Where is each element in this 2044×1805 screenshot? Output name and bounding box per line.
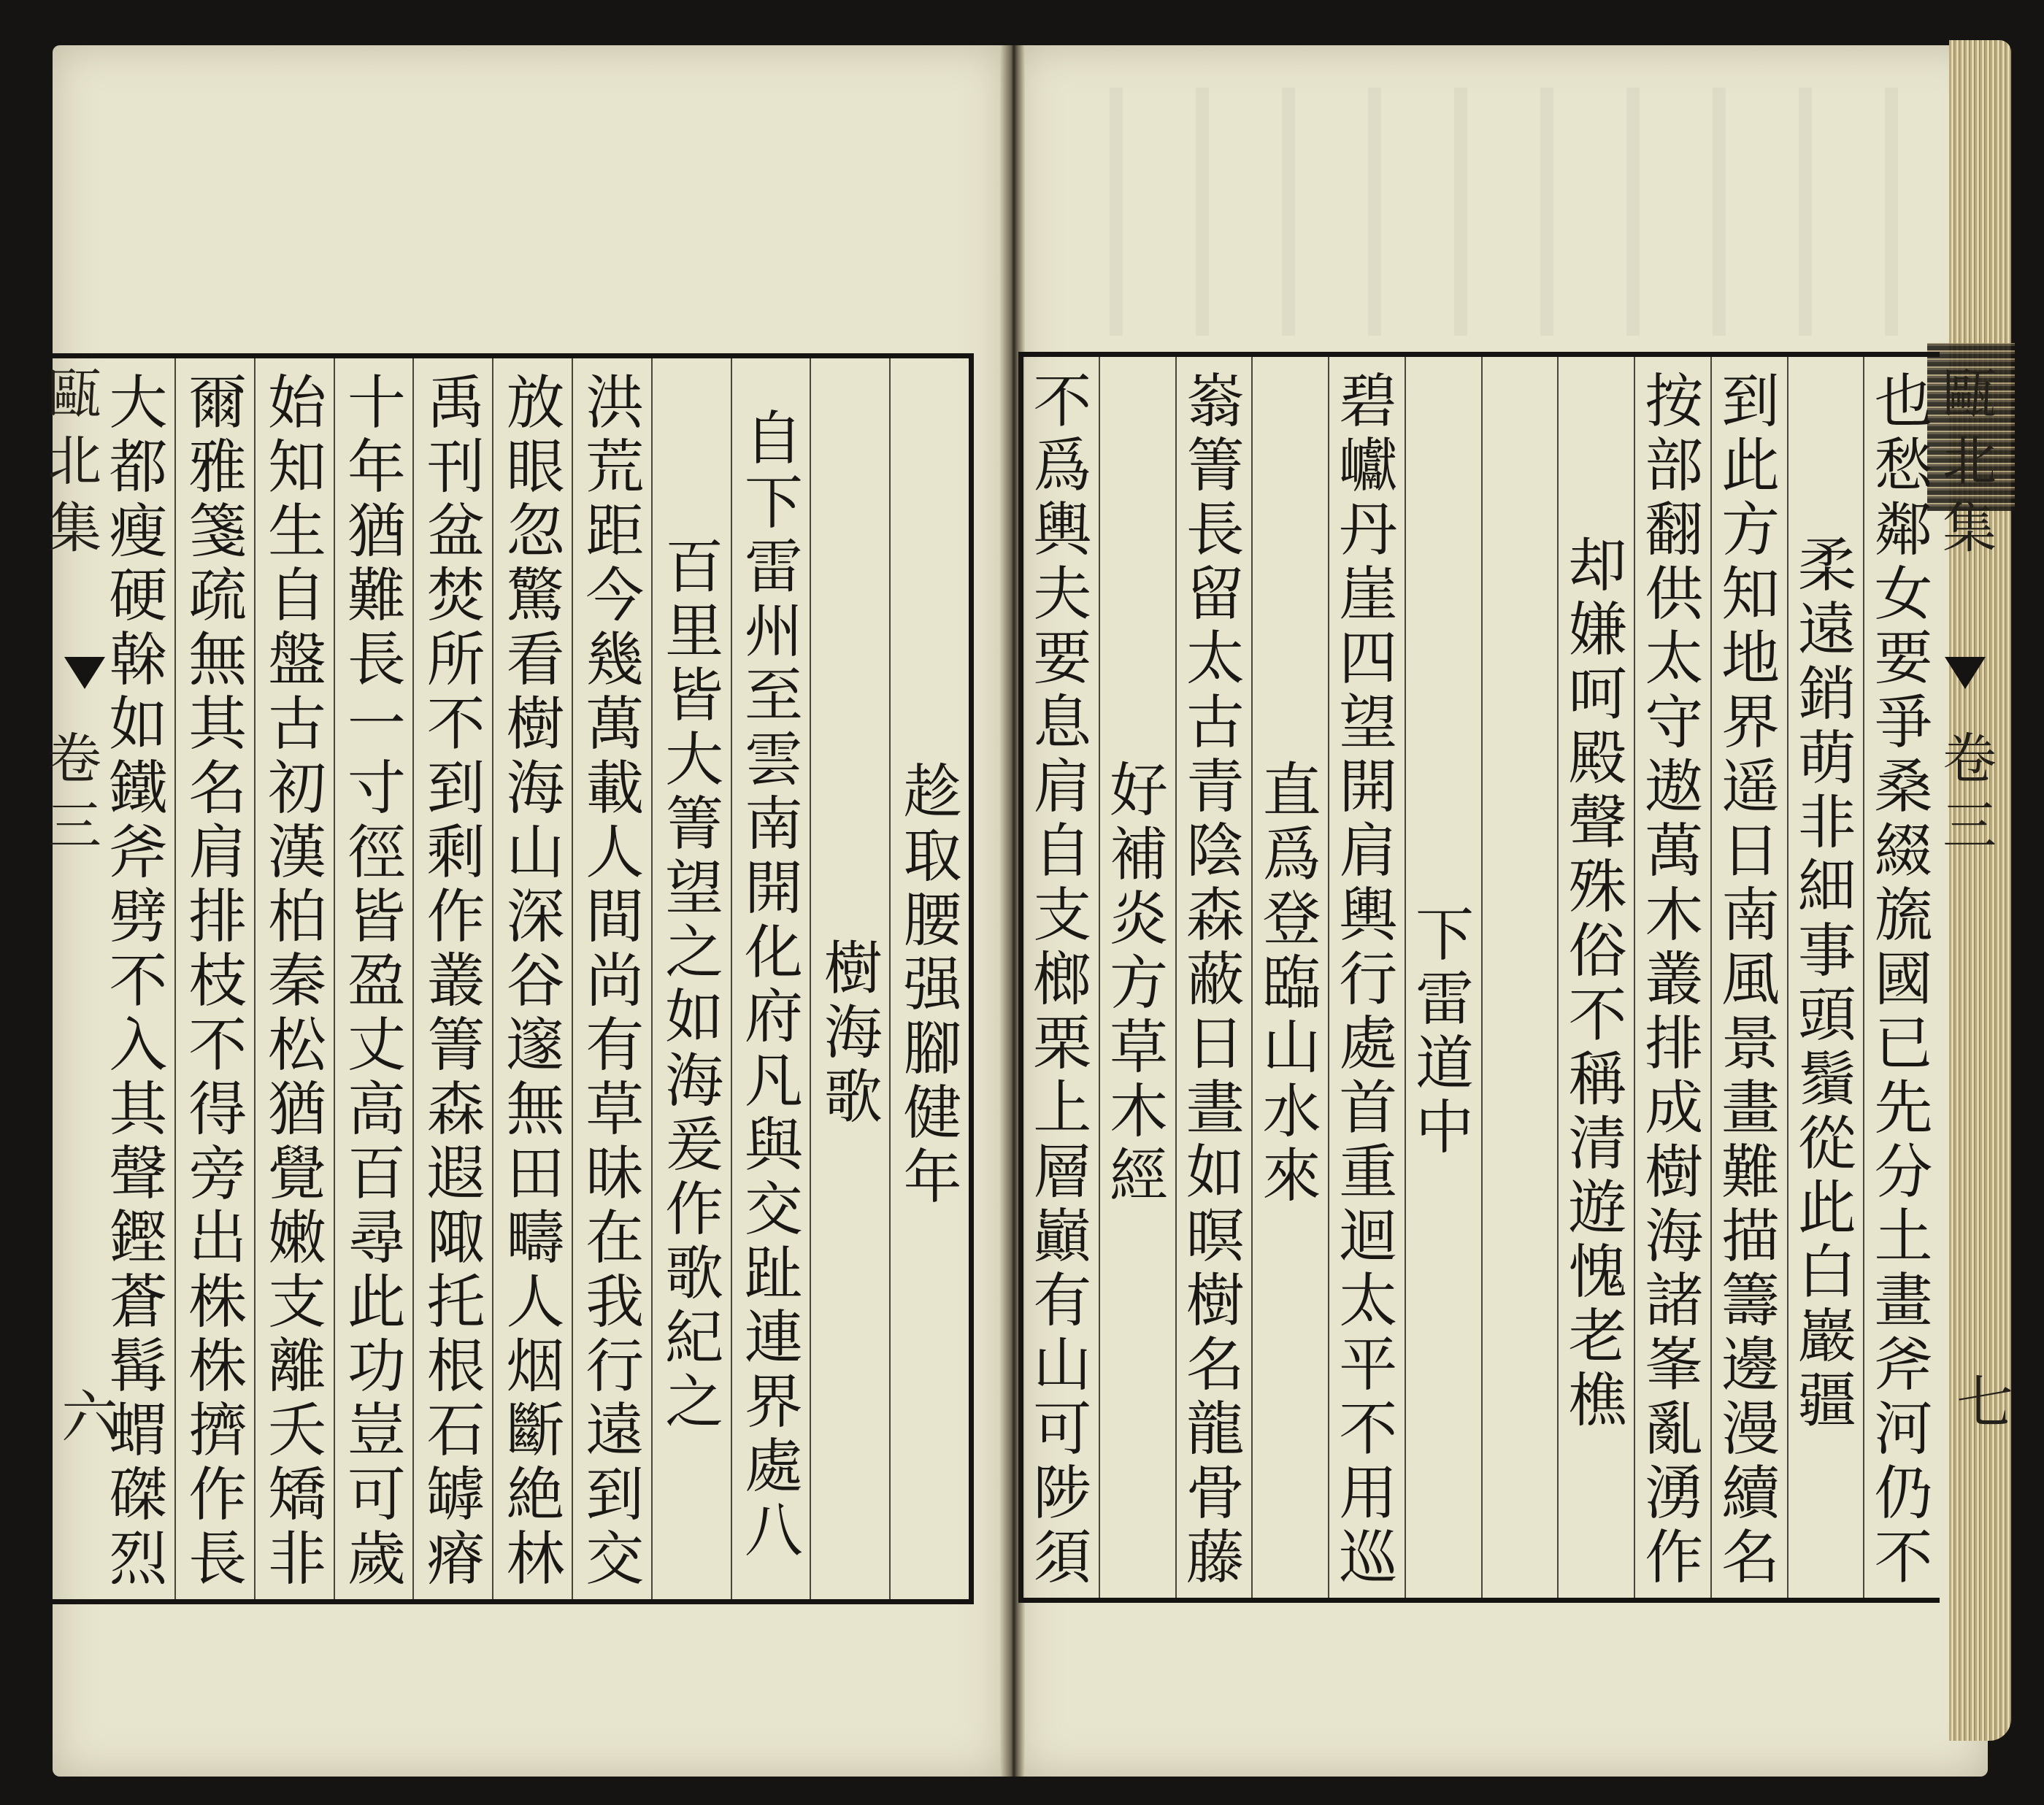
left-page-column: 放眼忽驚看樹海山深谷邃無田疇人烟斷絶林 [492, 358, 572, 1599]
right-page-column: 嵡箐長留太古青陰森蔽日晝如暝樹名龍骨藤 [1175, 357, 1252, 1598]
left-text-frame [53, 353, 974, 1604]
right-page-number: 七 [1947, 1372, 2013, 1429]
left-page-column: 百里皆大箐望之如海爰作歌紀之 [651, 358, 731, 1599]
right-page-column: 却嫌呵殿聲殊俗不稱清遊愧老樵 [1557, 357, 1634, 1598]
left-margin-volume: 卷三 [39, 730, 101, 864]
left-page-column: 大都瘦硬榦如鐵斧劈不入其聲鏗蒼髯蝟磔烈 [99, 372, 167, 1592]
fish-tail-mark-left [64, 657, 105, 689]
page-edges [1949, 40, 2011, 1741]
left-page-column: 禹刊盆焚所不到剩作叢箐森遐陬托根石罅瘠 [412, 358, 492, 1599]
right-page-column: 也愁鄰女要爭桑綴旒國已先分土畫斧河仍不 [1863, 357, 1940, 1598]
left-columns [53, 358, 969, 1599]
left-page-column: 趁取腰强腳健年 [889, 358, 969, 1599]
right-page-column: 直爲登臨山水來 [1251, 357, 1328, 1598]
left-page-column: 樹海歌 [810, 358, 889, 1599]
left-page-column: 十年猶難長一寸徑皆盈丈高百尋此功豈可歲 [334, 358, 413, 1599]
right-page-column: 下雷道中 [1405, 357, 1481, 1598]
right-text-frame [1018, 352, 1940, 1603]
right-page-column: 按部翻供太守遨萬木叢排成樹海諸峯亂湧作 [1634, 357, 1710, 1598]
right-page-column: 碧巘丹崖四望開肩輿行處首重迴太平不用巡 [1328, 357, 1405, 1598]
left-page-column: 洪荒距今幾萬載人間尚有草昧在我行遠到交 [572, 358, 651, 1599]
right-margin-volume: 卷三 [1934, 730, 1997, 864]
right-page-column: 柔遠銷萌非細事頭鬚從此白巖疆 [1787, 357, 1864, 1598]
left-page-column: 自下雷州至雲南開化府凡與交趾連界處八 [731, 358, 810, 1599]
right-page-column: 不爲輿夫要息肩自支榔栗上層巓有山可陟須 [1023, 370, 1091, 1590]
left-margin-title: 甌北集 [39, 365, 101, 566]
bleed-through-marks [1037, 88, 1934, 336]
right-page-column [1481, 357, 1558, 1598]
left-page-column: 爾雅箋疏無其名肩排枝不得旁出株株擠作長 [174, 358, 254, 1599]
left-page-column: 始知生自盤古初漢柏秦松猶覺嫩支離夭矯非 [254, 358, 334, 1599]
right-margin-title: 甌北集 [1934, 365, 1997, 566]
fish-tail-mark-right [1945, 657, 1986, 689]
right-page-column: 到此方知地界遥日南風景畫難描籌邊漫續名 [1710, 357, 1787, 1598]
left-page-number: 六 [52, 1387, 118, 1444]
right-page-column: 好補炎方草木經 [1099, 357, 1175, 1598]
right-columns [1023, 357, 1940, 1598]
